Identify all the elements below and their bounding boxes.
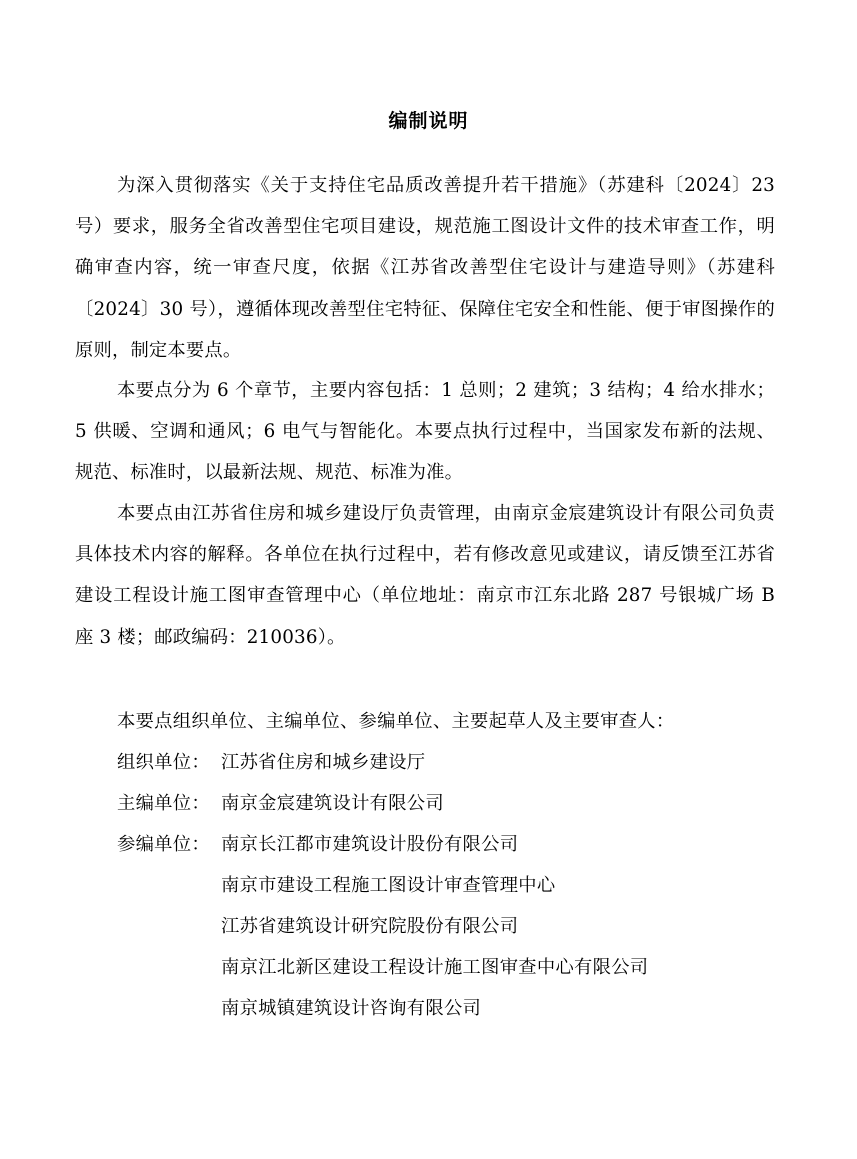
participant-unit: 南京城镇建筑设计咨询有限公司 xyxy=(221,998,482,1019)
chief-editor-value: 南京金宸建筑设计有限公司 xyxy=(221,793,444,814)
document-title: 编制说明 xyxy=(388,110,469,132)
organizer-label: 组织单位： xyxy=(117,752,210,773)
paragraph-background: 为深入贯彻落实《关于支持住宅品质改善提升若干措施》（苏建科〔2024〕23 号）要求，服务全省改善型住宅项目建设，规范施工图设计文件的技术审查工作，明确审查内容，统一审查尺度，依据《江苏省改善型住宅设计与建造导则》（苏建科〔2024〕30 号），遵循体现改善型住宅特征、保障住宅安全和性能、便于审图操作的原则，制定本要点。 xyxy=(75,175,775,361)
chief-editor-label: 主编单位： xyxy=(117,793,210,814)
organizer-value: 江苏省住房和城乡建设厅 xyxy=(221,752,426,773)
participant-unit: 南京江北新区建设工程设计施工图审查中心有限公司 xyxy=(221,957,649,978)
participant-unit: 江苏省建筑设计研究院股份有限公司 xyxy=(221,916,519,937)
participant-unit: 南京长江都市建筑设计股份有限公司 xyxy=(221,834,519,855)
participant-unit: 南京市建设工程施工图设计审查管理中心 xyxy=(221,875,556,896)
paragraph-management: 本要点由江苏省住房和城乡建设厅负责管理，由南京金宸建筑设计有限公司负责具体技术内容的解释。各单位在执行过程中，若有修改意见或建议，请反馈至江苏省建设工程设计施工图审查管理中心（单位地址：南京市江东北路 287 号银城广场 B 座 3 楼；邮政编码：210036）。 xyxy=(75,503,775,648)
units-intro: 本要点组织单位、主编单位、参编单位、主要起草人及主要审查人： xyxy=(117,711,675,732)
participants-label: 参编单位： xyxy=(117,834,210,855)
paragraph-structure: 本要点分为 6 个章节，主要内容包括：1 总则；2 建筑；3 结构；4 给水排水；5 供暖、空调和通风；6 电气与智能化。本要点执行过程中，当国家发布新的法规、规范、标准时，以最新法规、规范、标准为准。 xyxy=(75,380,775,484)
